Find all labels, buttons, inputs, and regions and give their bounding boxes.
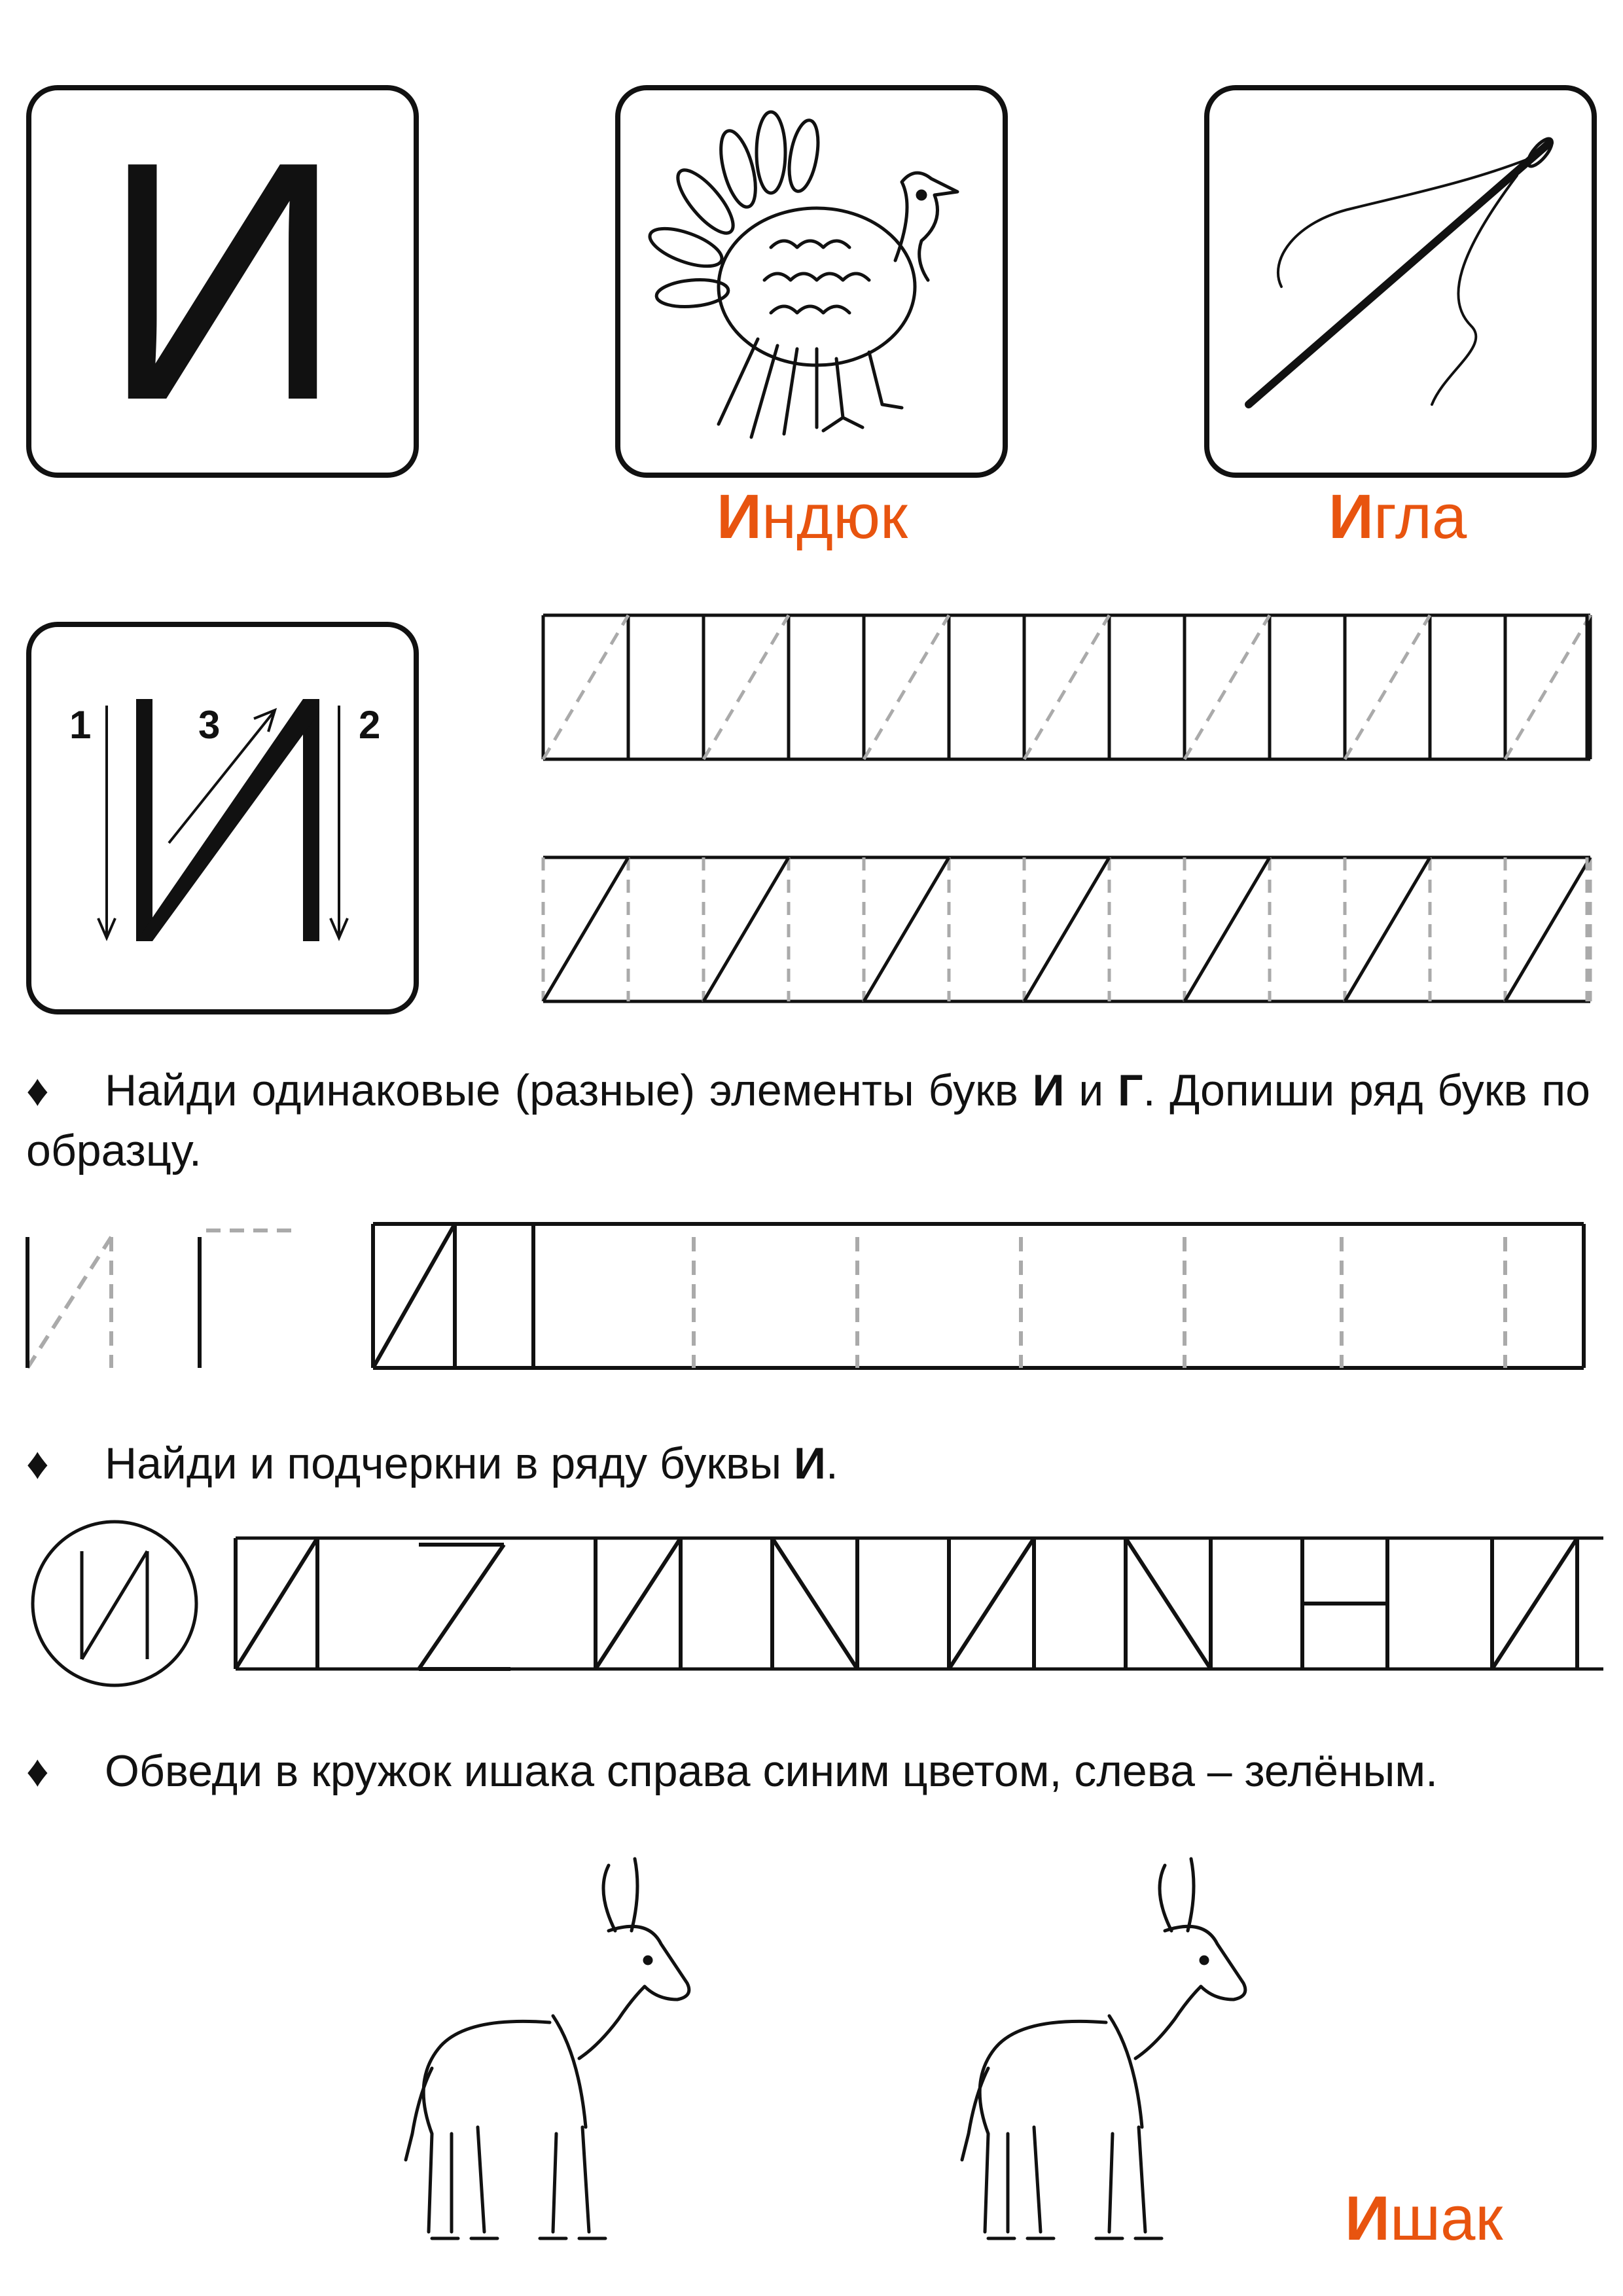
pattern-row (20, 1211, 1603, 1381)
stroke-order-card (26, 622, 419, 1014)
tracing-strip-vertical (543, 602, 1590, 772)
turkey-card (615, 85, 1008, 478)
donkey-right (949, 1846, 1289, 2251)
big-letter: И (100, 91, 345, 471)
turkey-picture (620, 90, 1013, 483)
stroke-order-diagram (31, 627, 424, 1020)
caption-donkey: Ишак (1345, 2183, 1503, 2253)
needle-picture (1209, 90, 1602, 483)
stroke-number-2: 2 (359, 703, 381, 747)
stroke-number-3: 3 (198, 703, 221, 747)
task-3-text: ♦ Обведи в кружок ишака справа синим цветом, слева – зелёным. (26, 1746, 1438, 1796)
needle-card (1204, 85, 1597, 478)
caption-turkey: Индюк (717, 482, 908, 552)
letter-search-row (20, 1518, 1616, 1689)
task-2-text: ♦ Найди и подчеркни в ряду буквы И. (26, 1439, 838, 1488)
donkey-left (393, 1846, 733, 2251)
tracing-strip-diagonal (543, 844, 1590, 1014)
stroke-number-1: 1 (69, 703, 92, 747)
caption-needle: Игла (1329, 482, 1467, 552)
letter-card (26, 85, 419, 478)
task-1-text: ♦ Найди одинаковые (разные) элементы букв И и Г. Допиши ряд букв по образцу. (26, 1066, 1590, 1175)
